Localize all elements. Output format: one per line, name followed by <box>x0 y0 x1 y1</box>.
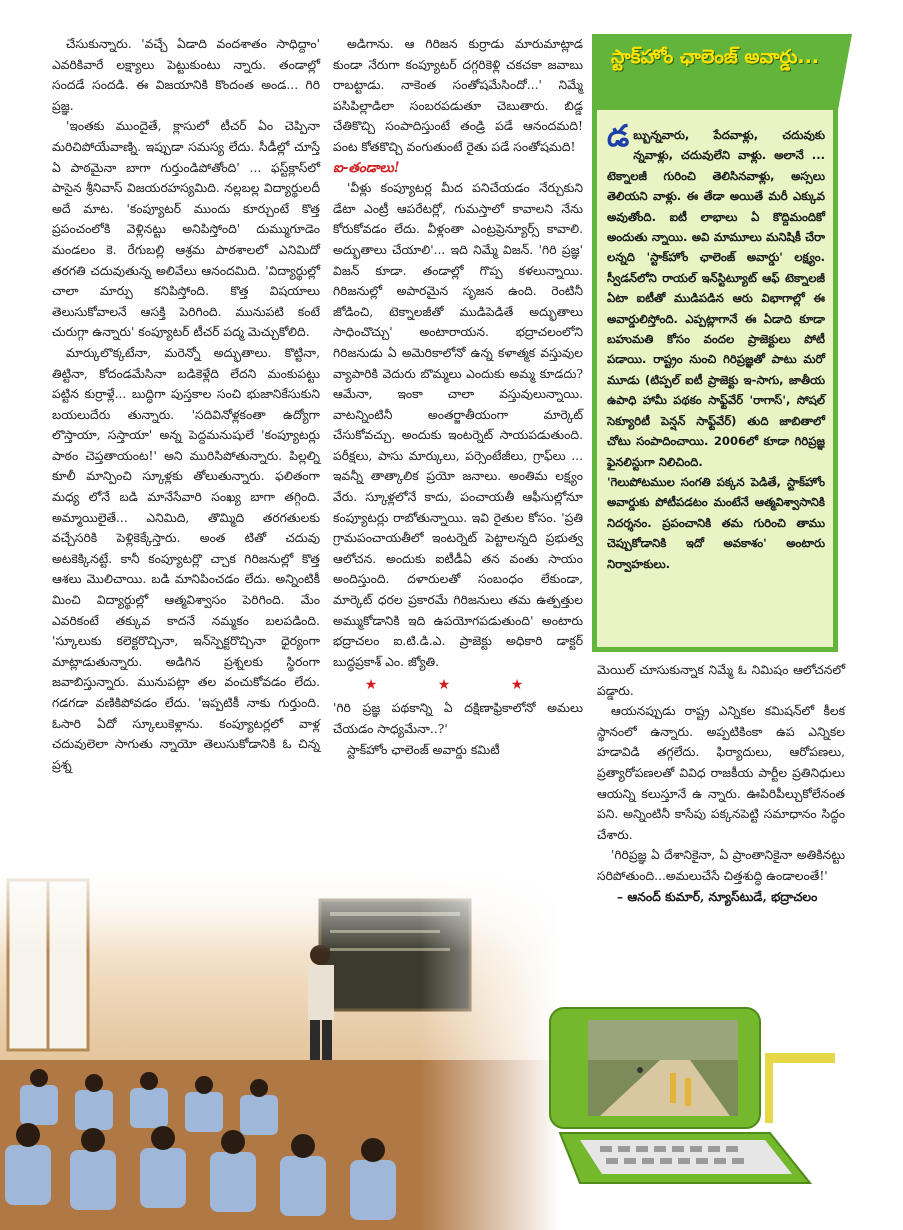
green-laptop-illustration <box>540 998 840 1198</box>
sidebar-body <box>607 119 825 574</box>
sidebar-paragraph-text: బ్బున్నవారు, పేదవాళ్లు, చదువుకు న్నవాళ్లు, చదువులేని వాళ్లు. అలానే ... టెక్నాలజీ గురించి తెలిసినవాళ్లు, అస్సలు తెలియని వాళ్లు. ఈ తేడా అయితే మరీ ఎక్కువ అవుతోంది. ఐటీ లాభాలు ఏ కొద్దిమందికో అందుతు న్నాయి. అవి మామూలు మనిషికీ చేరా లన్నది 'స్టాక్‌హోం ఛాలెంజ్ అవార్డు' లక్ష్యం. స్వీడన్‌లోని రాయల్ ఇన్‌స్టిట్యూట్ ఆఫ్ టెక్నాలజీ ఏటా ఐటీతో ముడిపడిన ఆరు విభాగాల్లో ఈ అవార్డులిస్తోంది. ఎప్పట్లాగానే ఈ ఏడాది కూడా బహుమతి కోసం వందల ప్రాజెక్టులు పోటీ పడాయి. రాష్ట్రం నుంచి గిరిప్రజ్ఞతో పాటు మరో మూడు (టిప్పల్ ఐటీ ప్రాజెక్టు ఇ-సాగు, జాతీయ ఉపాధి హామీ పథకం సాఫ్ట్‌వేర్ 'రాగాస్', సోషల్ సెక్యూరిటీ పెన్షన్ సాఫ్ట్‌వేర్) తుది జాబితాలో చోటు సంపాదించాయి. 2006లో కూడా గిరిప్రజ్ఞ ఫైనలిస్టుగా నిలిచింది. <box>607 128 825 469</box>
quote-attribution: స్టాక్‌హోం ఛాలెంజ్ అవార్డు కమిటీ <box>347 742 500 757</box>
dropcap: డ <box>607 119 630 154</box>
article-column-2 <box>333 34 583 760</box>
quote-text: 'గిరి ప్రజ్ఞ పథకాన్ని ఏ దక్షిణాఫ్రికాలోనో అమలు చేయడం సాధ్యమేనా..?' <box>333 701 583 736</box>
star-divider: ★ ★ ★ <box>364 677 552 694</box>
classroom-illustration <box>0 860 560 1230</box>
laptop-photo <box>540 998 840 1198</box>
section-subheading: ఐ-తండాలు! <box>333 159 400 176</box>
paragraph: 'గిరిప్రజ్ఞ ఏ దేశానికైనా, ఏ ప్రాంతానికైనా అతికినట్టు సరిపోతుంది...అమలుచేసే చిత్తశుద్ధి ఉండాలంతే!' <box>597 848 845 883</box>
article-column-3 <box>597 660 845 907</box>
paragraph: మెయిల్ చూసుకున్నాక నిమ్మే ఓ నిమిషం ఆలోచనలో పడ్డారు. <box>597 663 845 698</box>
paragraph: అడిగాను. ఆ గిరిజన కుర్రాడు మారుమాట్లాడ కుండా నేరుగా కంప్యూటర్ దగ్గరికెళ్లి చకచకా జవాబు రాబట్టాడు. నాకెంత సంతోషమేసిందో...' నిమ్మే పసిపిల్లాడిలా సంబరపడుతూ చెబుతారు. బిడ్డ చేతికొచ్చి సంపాదిస్తుంటే తండ్రి పడే ఆనందమది! పంట కోతకొచ్చి వంగుతుంటే రైతు పడే సంతోషమది! <box>333 37 583 154</box>
paragraph: చేసుకున్నారు. 'వచ్చే ఏడాది వందశాతం సాధిద్దాం' ఎవరికివారే లక్ష్యాలు పెట్టుకుంటు న్నారు. తండాల్లో సందడే సందడి. ఈ విజయానికి కొందంత అండ... గిరి ప్రజ్ఞ. <box>52 37 320 113</box>
sidebar-title: స్టాక్‌హోం ఛాలెంజ్ అవార్డు... <box>592 34 838 110</box>
article-column-1 <box>52 34 320 775</box>
paragraph: 'ఇంతకు ముందైతే, క్లాసులో టీచర్ ఏం చెప్పినా మరిచిపోయేవాణ్ని. ఇప్పుడా సమస్య లేదు. సీడీల్లో చూస్తే ఏ పాఠమైనా బాగా గుర్తుండిపోతోంది' ... ఫస్ట్‌క్లాస్‌లో పాసైన శ్రీనివాస్ విజయరహస్యమిది. నల్లబల్ల విద్యార్థులదీ అదే మాట. 'కంప్యూటర్ ముందు కూర్చుంటే కొత్త ప్రపంచంలోకి వెళ్లినట్టు అనిపిస్తోంది' దుమ్ముగూడెం మండలం కె. రేగుబల్లి ఆశ్రమ పాఠశాలలో ఎనిమిదో తరగతి చదువుతున్న అలివేలు ఆనందమిది. 'విద్యార్థుల్లో చాలా మార్పు కనిపిస్తోంది. కొత్త విషయాలు తెలుసుకోవాలనే ఆసక్తి పెరిగింది. మునుపటి కంటే చురుగ్గా ఉన్నారు' కంప్యూటర్ టీచర్ పద్మ మెచ్చుకోలిది. <box>52 119 320 340</box>
award-sidebar <box>592 34 838 652</box>
byline: – ఆనంద్ కుమార్, న్యూస్‌టుడే, భద్రాచలం <box>617 888 818 904</box>
paragraph: 'వీళ్లు కంప్యూటర్ల మీద పనిచేయడం నేర్చుకుని డేటా ఎంట్రీ ఆపరేటర్లో, గుమస్తాలో కావాలని నేను కోరుకోవడం లేదు. వీళ్లంతా ఎంట్రప్రెన్యూర్స్ కావాలి. అద్భుతాలు చేయాలి'... ఇది నిమ్మే విజన్. 'గిరి ప్రజ్ఞ' విజన్ కూడా. తండాల్లో గొప్ప కళలున్నాయి. గిరిజనుల్లో అపారమైన సృజన ఉంది. రెంటినీ జోడించి, టెక్నాలజీతో ముడిపెడితే అద్భుతాలు సాధించొచ్చు' అంటారాయన. భద్రాచలంలోని గిరిజనుడు ఏ అమెరికాలోనో ఉన్న కళాత్మక వస్తువుల వ్యాపారికి వెదురు బొమ్మలు ఎందుకు అమ్మ కూడదు? ఆమేనా, ఇంకా చాలా వస్తువులున్నాయి. వాటన్నింటినీ అంతర్జాతీయంగా మార్కెట్ చేసుకోవచ్చు. అందుకు ఇంటర్నెట్ సాయపడుతుంది. పరీక్షలు, పాసు మార్కులు, పర్సెంటేజీలు, గ్రాఫ్‌లు ... ఇవన్నీ తాత్కాలిక ప్రయో జనాలు. అంతిమ లక్ష్యం వేరు. స్కూళ్లలోనే కాదు, పంచాయతీ ఆఫీసుల్లోనూ కంప్యూటర్లు రాబోతున్నాయి. ఇవి రైతుల కోసం. 'ప్రతి గ్రామపంచాయతీలో ఇంటర్నెట్ పెట్టాలన్నది ప్రభుత్వ ఆలోచన. అందుకు ఐటీడీఏ తన వంతు సాయం అందిస్తుంది. దళారులతో సంబంధం లేకుండా, మార్కెట్ ధరల ప్రకారమే గిరిజనులు తమ ఉత్పత్తుల అమ్ముకోడానికి ఇది ఉపయోగపడుతుంది' అంటారు భద్రాచలం ఐ.టి.డి.ఎ. ప్రాజెక్టు అధికారి డాక్టర్ బుద్ధప్రకాశ్ ఎం. జ్యోతి. <box>333 181 583 669</box>
award-quote <box>333 698 583 760</box>
classroom-photo <box>0 860 560 1230</box>
paragraph: ఆయనప్పుడు రాష్ట్ర ఎన్నికల కమిషన్‌లో కీలక స్థానంలో ఉన్నారు. అప్పటికింకా ఉప ఎన్నికల హడావిడి తగ్గలేదు. ఫిర్యాదులు, ఆరోపణలు, ప్రత్యారోపణలతో వివిధ రాజకీయ పార్టీల ప్రతినిధులు ఆయన్ని కలుస్తూనే ఉ న్నారు. ఊపిరిపీల్చుకోలేనంత పని. అన్నింటినీ కాసేపు పక్కనపెట్టి సమాధానం సిద్ధం చేశారు. <box>597 704 845 842</box>
sidebar-paragraph <box>607 119 825 472</box>
paragraph: మార్కులొక్కటేనా, మరెన్నో అద్భుతాలు. కొట్టినా, తిట్టినా, కోదండమేసినా బడికెళ్లేది లేదని మంకుపట్టు పట్టిన కుర్రాళ్లే... బుద్ధిగా పుస్తకాల సంచి భుజానికేసుకుని బయలుదేరు తున్నారు. 'సదివినోళ్లకంతా ఉద్యోగా లొస్తాయా, సస్తాయా' అన్న పెద్దమనుషులే 'కంప్యూటర్లు పాఠం చెప్తతాయంట!' అని మురిసిపోతున్నారు. పిల్లల్ని కూలీ మాన్పించి స్కూళ్లకు తోలుతున్నారు. ఫలితంగా మధ్య లోనే బడి మానేసేవారి సంఖ్య బాగా తగ్గింది. అమ్మాయిలైతే... ఎనిమిది, తొమ్మిది తరగతులకు వచ్చేసరికి పెళ్లికెక్కేస్తారు. అంత టితో చదువు అటకెక్కినట్టే. కానీ కంప్యూటర్లొ చ్చాక గిరిజనుల్లో కొత్త ఆశలు మొలిచాయి. బడి మానిపించడం లేదు. అన్నింటికీ మించి విద్యార్థుల్లో ఆత్మవిశ్వాసం పెరిగింది. మేం ఎవరికంటే తక్కువ కాదనే నమ్మకం బలపడింది. 'స్కూలుకు కలెక్టరొచ్చినా, ఇన్‌స్పెక్టరొచ్చినా ధైర్యంగా మాట్లాడుతున్నారు. అడిగిన ప్రశ్నలకు స్థిరంగా జవాబిస్తున్నారు. మునుపట్లా తల వంచుకోవడం లేదు. గడగడా వణికిపోవడం లేదు. 'ఇప్పటికీ నాకు గుర్తుంది. ఓసారి ఏదో స్కూలుకెళ్లాను. కంప్యూటర్లలో వాళ్ల చదువులెలా సాగుతు న్నాయో తెలుసుకోడానికి ఓ చిన్న ప్రశ్న <box>52 345 320 772</box>
sidebar-paragraph: 'గెలుపోటముల సంగతి పక్కన పెడితే, స్టాక్‌హోం అవార్డుకు పోటీపడటం మంటేనే ఆత్మవిశ్వాసానికి నిదర్శనం. ప్రపంచానికి తమ గురించి తాము చెప్పుకోడానికి ఇదో అవకాశం' అంటారు నిర్వాహకులు. <box>607 474 825 571</box>
